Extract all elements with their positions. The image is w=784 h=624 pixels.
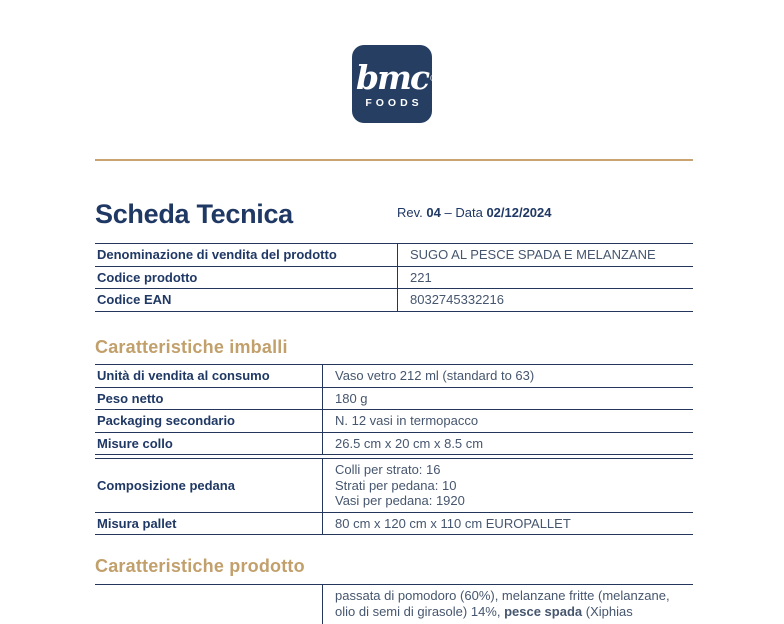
table-row	[95, 388, 693, 411]
table-row	[95, 243, 693, 267]
row-value: Vaso vetro 212 ml (standard to 63)	[335, 368, 535, 383]
row-label	[95, 585, 323, 624]
row-value: SUGO AL PESCE SPADA E MELANZANE	[410, 247, 656, 262]
row-value	[323, 459, 693, 512]
table-row	[95, 513, 693, 536]
table-row	[95, 364, 693, 388]
product-table	[95, 584, 693, 624]
pallet-line: Strati per pedana: 10	[335, 477, 457, 493]
table-row	[95, 584, 693, 624]
row-value: 221	[410, 269, 432, 285]
table-row	[95, 433, 693, 456]
section-heading-prodotto: Caratteristiche prodotto	[95, 556, 305, 576]
row-label: Packaging secondario	[95, 410, 323, 432]
row-value: 80 cm x 120 cm x 110 cm EUROPALLET	[335, 515, 571, 531]
identity-table	[95, 243, 693, 312]
registered-trademark-icon: ®	[430, 74, 437, 83]
row-label: Denominazione di vendita del prodotto	[95, 244, 398, 266]
brand-logo	[352, 45, 437, 123]
ingredients-line: passata di pomodoro (60%), melanzane fritte (melanzane,	[335, 588, 670, 603]
logo-wordmark: FOODS	[365, 97, 423, 109]
row-value: 180 g	[335, 390, 368, 406]
row-label: Misure collo	[95, 433, 323, 455]
pallet-line: Vasi per pedana: 1920	[335, 493, 465, 508]
ingredients-line: olio di semi di girasole) 14%, pesce spada (Xiphias	[335, 603, 633, 619]
row-value: N. 12 vasi in termopacco	[335, 413, 479, 428]
row-label: Codice prodotto	[95, 267, 398, 289]
page-title: Scheda Tecnica	[95, 199, 293, 229]
table-row	[95, 410, 693, 433]
section-heading-imballi: Caratteristiche imballi	[95, 337, 288, 357]
row-label: Codice EAN	[95, 289, 398, 311]
row-value	[323, 585, 693, 624]
header-divider-rule	[95, 159, 693, 161]
row-label: Misura pallet	[95, 513, 323, 535]
date-value: 02/12/2024	[486, 205, 552, 220]
pallet-line: Colli per strato: 16	[335, 462, 441, 477]
revision-line	[397, 205, 552, 220]
table-row	[95, 267, 693, 290]
revision-label: Rev.	[397, 205, 423, 220]
logo-brand-script: bmc ®	[355, 58, 437, 97]
revision-number: 04	[426, 205, 441, 220]
date-label: Data	[455, 205, 483, 220]
table-row	[95, 289, 693, 312]
row-value: 8032745332216	[410, 292, 504, 307]
row-value: 26.5 cm x 20 cm x 8.5 cm	[335, 435, 484, 451]
allergen-bold: pesce spada	[504, 603, 583, 619]
packaging-table	[95, 364, 693, 535]
row-label: Unità di vendita al consumo	[95, 365, 323, 387]
revision-separator: –	[444, 205, 452, 220]
row-label: Peso netto	[95, 388, 323, 410]
row-label: Composizione pedana	[95, 459, 323, 512]
table-row	[95, 458, 693, 513]
